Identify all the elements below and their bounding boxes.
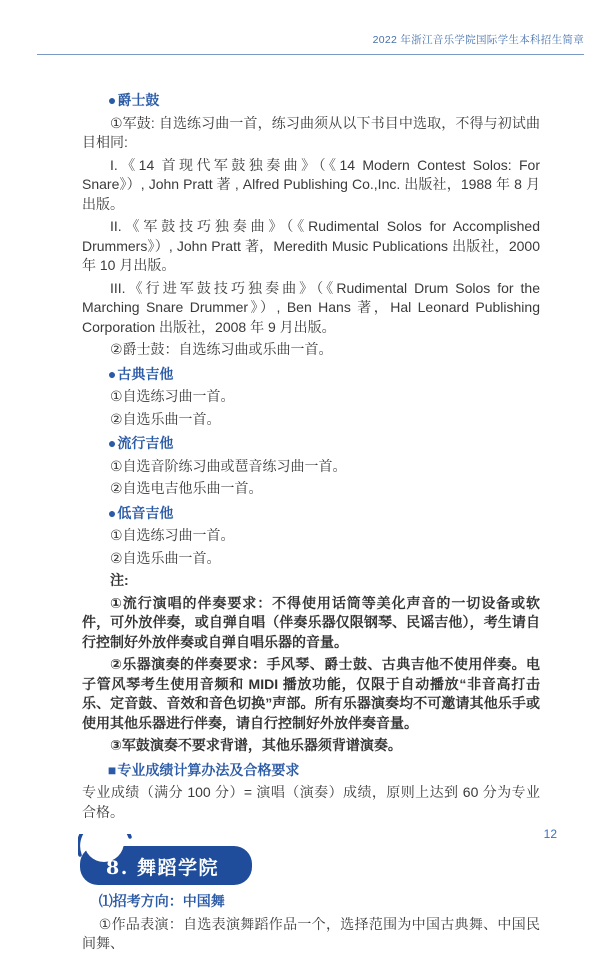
paragraph: ①作品表演：自选表演舞蹈作品一个，选择范围为中国古典舞、中国民间舞、	[82, 915, 540, 951]
badge-label: 8. 舞蹈学院	[106, 857, 219, 879]
paragraph: III.《行进军鼓技巧独奏曲》（《Rudimental Drum Solos for the Marching Snare Drummer》）, Ben Hans 著，Hal Leonard Publishing Corporation 出版社，2008 年 9 月出版。	[82, 279, 540, 335]
page-header-title: 2022 年浙江音乐学院国际学生本科招生简章	[37, 32, 584, 55]
paragraph: ①军鼓: 自选练习曲一首，练习曲须从以下书目中选取，不得与初试曲目相同:	[82, 114, 540, 150]
square-bullet-icon: ■	[107, 761, 117, 778]
direction-heading: ⑴招考方向：中国舞	[98, 893, 225, 909]
section-heading-bass-guitar	[82, 504, 540, 524]
section-heading-classical-guitar	[82, 365, 540, 385]
paragraph: ①自选音阶练习曲或琶音练习曲一首。	[110, 457, 347, 474]
heading-label: 古典吉他	[117, 365, 174, 382]
section-heading-pop-guitar	[82, 434, 540, 454]
paragraph: ②自选电吉他乐曲一首。	[110, 480, 263, 496]
note-paragraph: ①流行演唱的伴奏要求：不得使用话筒等美化声音的一切设备或软件，可外放伴奏，或自弹自唱（伴奏乐器仅限钢琴、民谣吉他），考生请自行控制好外放伴奏或自弹自唱乐器的音量。	[82, 594, 540, 650]
paragraph: ①自选练习曲一首。	[110, 527, 235, 543]
dance-academy-badge	[78, 834, 258, 886]
paragraph: I.《14 首现代军鼓独奏曲》（《14 Modern Contest Solos: For Snare》）, John Pratt 著 , Alfred Publishing Co.,Inc. 出版社，1988 年 8 月出版。	[82, 156, 540, 212]
paragraph: ②自选乐曲一首。	[110, 549, 221, 566]
page-number: 12	[543, 827, 557, 841]
note-paragraph: ②乐器演奏的伴奏要求：手风琴、爵士鼓、古典吉他不使用伴奏。电子管风琴考生使用音频和 MIDI 播放功能，仅限于自动播放“非音高打击乐、定音鼓、音效和音色切换”声部。所有乐器演奏均不可邀请其他乐手或使用其他乐器进行伴奏，请自行控制好外放伴奏音量。	[82, 656, 540, 731]
paragraph: II.《军鼓技巧独奏曲》（《Rudimental Solos for Accomplished Drummers》）, John Pratt 著，Meredith Music Publications 出版社，2000 年 10 月出版。	[82, 218, 540, 273]
section-heading-jazz-drum	[82, 91, 540, 111]
section-heading-score-rules	[82, 761, 540, 781]
paragraph: ①自选练习曲一首。	[110, 388, 235, 404]
paragraph: 专业成绩（满分 100 分）= 演唱（演奏）成绩，原则上达到 60 分为专业合格。	[82, 784, 540, 820]
heading-label: 爵士鼓	[117, 92, 160, 108]
notes-label: 注:	[110, 572, 129, 588]
heading-label: 低音吉他	[117, 504, 174, 521]
paragraph: ②自选乐曲一首。	[110, 410, 221, 427]
dot-bullet-icon: ●	[107, 435, 117, 451]
dot-bullet-icon: ●	[107, 504, 117, 521]
dot-bullet-icon: ●	[107, 365, 117, 382]
heading-label: 专业成绩计算办法及合格要求	[117, 761, 300, 778]
note-paragraph: ③军鼓演奏不要求背谱，其他乐器须背谱演奏。	[110, 737, 402, 753]
dot-bullet-icon: ●	[107, 92, 117, 108]
heading-label: 流行吉他	[117, 435, 174, 451]
document-body	[82, 86, 540, 957]
paragraph: ②爵士鼓：自选练习曲或乐曲一首。	[110, 341, 333, 357]
